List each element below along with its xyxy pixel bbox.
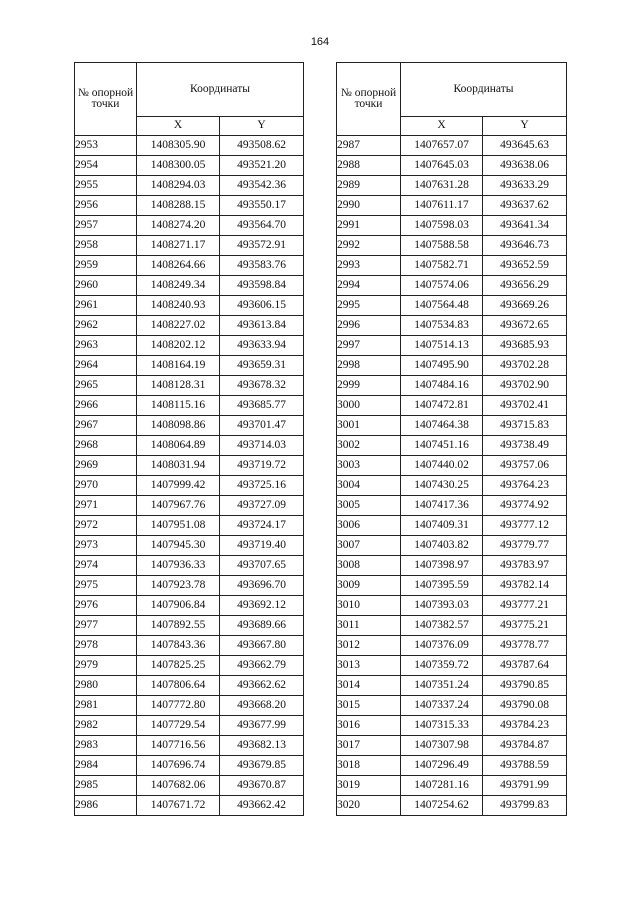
x-coordinate-cell: 1407417.36	[401, 496, 483, 516]
x-coordinate-cell: 1407359.72	[401, 656, 483, 676]
x-coordinate-cell: 1407951.08	[137, 516, 220, 536]
point-number-cell: 2969	[75, 456, 137, 476]
table-row	[75, 436, 304, 456]
x-coordinate-cell: 1407825.25	[137, 656, 220, 676]
point-number-cell: 2985	[75, 776, 137, 796]
y-coordinate-cell: 493692.12	[220, 596, 304, 616]
table-row	[337, 776, 567, 796]
point-number-cell: 2972	[75, 516, 137, 536]
table-row	[337, 216, 567, 236]
point-number-cell: 2961	[75, 296, 137, 316]
table-row	[337, 596, 567, 616]
table-row	[337, 636, 567, 656]
point-number-cell: 2964	[75, 356, 137, 376]
y-coordinate-cell: 493662.79	[220, 656, 304, 676]
point-number-cell: 2982	[75, 716, 137, 736]
x-coordinate-cell: 1407296.49	[401, 756, 483, 776]
point-number-cell: 2968	[75, 436, 137, 456]
table-row	[337, 716, 567, 736]
y-coordinate-cell: 493508.62	[220, 136, 304, 156]
y-coordinate-cell: 493787.64	[483, 656, 567, 676]
x-coordinate-cell: 1407682.06	[137, 776, 220, 796]
table-row	[337, 616, 567, 636]
y-coordinate-cell: 493719.72	[220, 456, 304, 476]
y-coordinate-cell: 493784.87	[483, 736, 567, 756]
table-row	[75, 416, 304, 436]
point-number-cell: 2991	[337, 216, 401, 236]
table-row	[75, 216, 304, 236]
x-coordinate-cell: 1408300.05	[137, 156, 220, 176]
table-row	[75, 256, 304, 276]
y-coordinate-cell: 493659.31	[220, 356, 304, 376]
x-coordinate-cell: 1407403.82	[401, 536, 483, 556]
point-number-cell: 2955	[75, 176, 137, 196]
x-coordinate-cell: 1407351.24	[401, 676, 483, 696]
point-number-cell: 2960	[75, 276, 137, 296]
header-coordinates: Координаты	[401, 63, 567, 117]
page-number: 164	[310, 36, 330, 48]
table-row	[75, 176, 304, 196]
x-coordinate-cell: 1407999.42	[137, 476, 220, 496]
point-number-cell: 3006	[337, 516, 401, 536]
header-x: X	[137, 117, 220, 136]
point-number-cell: 3015	[337, 696, 401, 716]
y-coordinate-cell: 493641.34	[483, 216, 567, 236]
point-number-cell: 2999	[337, 376, 401, 396]
y-coordinate-cell: 493550.17	[220, 196, 304, 216]
point-number-cell: 2974	[75, 556, 137, 576]
table-row	[75, 736, 304, 756]
point-number-cell: 2956	[75, 196, 137, 216]
point-number-cell: 2967	[75, 416, 137, 436]
table-row	[337, 396, 567, 416]
table-row	[75, 496, 304, 516]
y-coordinate-cell: 493702.28	[483, 356, 567, 376]
point-number-cell: 3001	[337, 416, 401, 436]
x-coordinate-cell: 1408227.02	[137, 316, 220, 336]
point-number-cell: 2978	[75, 636, 137, 656]
table-row	[75, 596, 304, 616]
point-number-cell: 2976	[75, 596, 137, 616]
x-coordinate-cell: 1408098.86	[137, 416, 220, 436]
table-row	[337, 556, 567, 576]
table-row	[337, 196, 567, 216]
y-coordinate-cell: 493689.66	[220, 616, 304, 636]
y-coordinate-cell: 493656.29	[483, 276, 567, 296]
point-number-cell: 2954	[75, 156, 137, 176]
table-row	[75, 676, 304, 696]
x-coordinate-cell: 1407393.03	[401, 596, 483, 616]
point-number-cell: 2980	[75, 676, 137, 696]
table-row	[337, 416, 567, 436]
point-number-cell: 3018	[337, 756, 401, 776]
point-number-cell: 2983	[75, 736, 137, 756]
table-row	[75, 376, 304, 396]
x-coordinate-cell: 1407582.71	[401, 256, 483, 276]
table-row	[75, 796, 304, 816]
table-row	[75, 476, 304, 496]
point-number-cell: 2977	[75, 616, 137, 636]
x-coordinate-cell: 1407307.98	[401, 736, 483, 756]
x-coordinate-cell: 1407843.36	[137, 636, 220, 656]
point-number-cell: 2959	[75, 256, 137, 276]
y-coordinate-cell: 493645.63	[483, 136, 567, 156]
table-row	[337, 696, 567, 716]
header-point-number: № опорной точки	[337, 63, 401, 136]
x-coordinate-cell: 1407936.33	[137, 556, 220, 576]
point-number-cell: 3016	[337, 716, 401, 736]
x-coordinate-cell: 1407382.57	[401, 616, 483, 636]
y-coordinate-cell: 493564.70	[220, 216, 304, 236]
x-coordinate-cell: 1407906.84	[137, 596, 220, 616]
y-coordinate-cell: 493613.84	[220, 316, 304, 336]
x-coordinate-cell: 1407598.03	[401, 216, 483, 236]
y-coordinate-cell: 493662.42	[220, 796, 304, 816]
x-coordinate-cell: 1407716.56	[137, 736, 220, 756]
x-coordinate-cell: 1407451.16	[401, 436, 483, 456]
point-number-cell: 3012	[337, 636, 401, 656]
y-coordinate-cell: 493799.83	[483, 796, 567, 816]
x-coordinate-cell: 1408164.19	[137, 356, 220, 376]
point-number-cell: 2966	[75, 396, 137, 416]
x-coordinate-cell: 1407657.07	[401, 136, 483, 156]
x-coordinate-cell: 1408240.93	[137, 296, 220, 316]
table-row	[337, 276, 567, 296]
table-row	[337, 356, 567, 376]
table-row	[75, 536, 304, 556]
point-number-cell: 2996	[337, 316, 401, 336]
table-row	[75, 716, 304, 736]
header-coordinates: Координаты	[137, 63, 304, 117]
table-row	[75, 356, 304, 376]
table-row	[75, 696, 304, 716]
x-coordinate-cell: 1408271.17	[137, 236, 220, 256]
table-row	[75, 156, 304, 176]
x-coordinate-cell: 1407430.25	[401, 476, 483, 496]
point-number-cell: 2990	[337, 196, 401, 216]
x-coordinate-cell: 1407671.72	[137, 796, 220, 816]
x-coordinate-cell: 1407495.90	[401, 356, 483, 376]
table-row	[337, 156, 567, 176]
point-number-cell: 2989	[337, 176, 401, 196]
coordinates-table-left	[74, 62, 304, 816]
y-coordinate-cell: 493775.21	[483, 616, 567, 636]
y-coordinate-cell: 493572.91	[220, 236, 304, 256]
y-coordinate-cell: 493714.03	[220, 436, 304, 456]
x-coordinate-cell: 1407398.97	[401, 556, 483, 576]
y-coordinate-cell: 493678.32	[220, 376, 304, 396]
point-number-cell: 2995	[337, 296, 401, 316]
y-coordinate-cell: 493652.59	[483, 256, 567, 276]
y-coordinate-cell: 493606.15	[220, 296, 304, 316]
point-number-cell: 3005	[337, 496, 401, 516]
table-row	[337, 236, 567, 256]
table-row	[337, 136, 567, 156]
table-row	[337, 536, 567, 556]
y-coordinate-cell: 493727.09	[220, 496, 304, 516]
y-coordinate-cell: 493790.08	[483, 696, 567, 716]
table-row	[337, 436, 567, 456]
x-coordinate-cell: 1408264.66	[137, 256, 220, 276]
x-coordinate-cell: 1407514.13	[401, 336, 483, 356]
point-number-cell: 3002	[337, 436, 401, 456]
y-coordinate-cell: 493777.21	[483, 596, 567, 616]
x-coordinate-cell: 1408294.03	[137, 176, 220, 196]
point-number-cell: 2988	[337, 156, 401, 176]
point-number-cell: 3013	[337, 656, 401, 676]
x-coordinate-cell: 1408288.15	[137, 196, 220, 216]
x-coordinate-cell: 1407337.24	[401, 696, 483, 716]
point-number-cell: 2971	[75, 496, 137, 516]
x-coordinate-cell: 1408115.16	[137, 396, 220, 416]
point-number-cell: 2986	[75, 796, 137, 816]
table-row	[75, 656, 304, 676]
y-coordinate-cell: 493782.14	[483, 576, 567, 596]
x-coordinate-cell: 1407315.33	[401, 716, 483, 736]
table-row	[75, 576, 304, 596]
x-coordinate-cell: 1407534.83	[401, 316, 483, 336]
table-row	[337, 516, 567, 536]
point-number-cell: 2963	[75, 336, 137, 356]
x-coordinate-cell: 1408031.94	[137, 456, 220, 476]
y-coordinate-cell: 493672.65	[483, 316, 567, 336]
header-point-number: № опорной точки	[75, 63, 137, 136]
x-coordinate-cell: 1408274.20	[137, 216, 220, 236]
x-coordinate-cell: 1407967.76	[137, 496, 220, 516]
y-coordinate-cell: 493521.20	[220, 156, 304, 176]
y-coordinate-cell: 493783.97	[483, 556, 567, 576]
point-number-cell: 2997	[337, 336, 401, 356]
y-coordinate-cell: 493757.06	[483, 456, 567, 476]
y-coordinate-cell: 493667.80	[220, 636, 304, 656]
table-row	[337, 656, 567, 676]
table-row	[75, 316, 304, 336]
y-coordinate-cell: 493778.77	[483, 636, 567, 656]
header-y: Y	[220, 117, 304, 136]
table-row	[337, 736, 567, 756]
y-coordinate-cell: 493638.06	[483, 156, 567, 176]
x-coordinate-cell: 1407696.74	[137, 756, 220, 776]
point-number-cell: 3017	[337, 736, 401, 756]
point-number-cell: 2987	[337, 136, 401, 156]
y-coordinate-cell: 493764.23	[483, 476, 567, 496]
y-coordinate-cell: 493790.85	[483, 676, 567, 696]
y-coordinate-cell: 493685.93	[483, 336, 567, 356]
y-coordinate-cell: 493779.77	[483, 536, 567, 556]
point-number-cell: 3019	[337, 776, 401, 796]
x-coordinate-cell: 1408064.89	[137, 436, 220, 456]
y-coordinate-cell: 493646.73	[483, 236, 567, 256]
table-row	[75, 616, 304, 636]
x-coordinate-cell: 1408128.31	[137, 376, 220, 396]
table-row	[75, 556, 304, 576]
table-row	[337, 296, 567, 316]
table-row	[337, 176, 567, 196]
y-coordinate-cell: 493669.26	[483, 296, 567, 316]
x-coordinate-cell: 1407440.02	[401, 456, 483, 476]
point-number-cell: 3004	[337, 476, 401, 496]
table-row	[337, 456, 567, 476]
y-coordinate-cell: 493542.36	[220, 176, 304, 196]
y-coordinate-cell: 493715.83	[483, 416, 567, 436]
y-coordinate-cell: 493598.84	[220, 276, 304, 296]
x-coordinate-cell: 1407464.38	[401, 416, 483, 436]
table-row	[337, 376, 567, 396]
y-coordinate-cell: 493784.23	[483, 716, 567, 736]
table-row	[75, 236, 304, 256]
x-coordinate-cell: 1407631.28	[401, 176, 483, 196]
y-coordinate-cell: 493724.17	[220, 516, 304, 536]
point-number-cell: 2975	[75, 576, 137, 596]
x-coordinate-cell: 1407588.58	[401, 236, 483, 256]
point-number-cell: 3009	[337, 576, 401, 596]
y-coordinate-cell: 493685.77	[220, 396, 304, 416]
table-row	[75, 636, 304, 656]
point-number-cell: 3008	[337, 556, 401, 576]
y-coordinate-cell: 493702.90	[483, 376, 567, 396]
y-coordinate-cell: 493738.49	[483, 436, 567, 456]
point-number-cell: 2973	[75, 536, 137, 556]
point-number-cell: 2962	[75, 316, 137, 336]
table-row	[337, 756, 567, 776]
y-coordinate-cell: 493702.41	[483, 396, 567, 416]
table-row	[75, 336, 304, 356]
y-coordinate-cell: 493707.65	[220, 556, 304, 576]
y-coordinate-cell: 493791.99	[483, 776, 567, 796]
table-row	[337, 476, 567, 496]
point-number-cell: 2957	[75, 216, 137, 236]
point-number-cell: 2994	[337, 276, 401, 296]
point-number-cell: 3007	[337, 536, 401, 556]
x-coordinate-cell: 1407564.48	[401, 296, 483, 316]
x-coordinate-cell: 1407409.31	[401, 516, 483, 536]
table-row	[337, 796, 567, 816]
table-row	[337, 256, 567, 276]
table-row	[75, 136, 304, 156]
coordinates-table-right	[336, 62, 567, 816]
x-coordinate-cell: 1407923.78	[137, 576, 220, 596]
y-coordinate-cell: 493719.40	[220, 536, 304, 556]
point-number-cell: 3000	[337, 396, 401, 416]
point-number-cell: 2958	[75, 236, 137, 256]
y-coordinate-cell: 493679.85	[220, 756, 304, 776]
table-row	[337, 676, 567, 696]
point-number-cell: 3003	[337, 456, 401, 476]
table-row	[337, 336, 567, 356]
y-coordinate-cell: 493633.29	[483, 176, 567, 196]
table-row	[75, 196, 304, 216]
x-coordinate-cell: 1407574.06	[401, 276, 483, 296]
point-number-cell: 2993	[337, 256, 401, 276]
y-coordinate-cell: 493670.87	[220, 776, 304, 796]
y-coordinate-cell: 493788.59	[483, 756, 567, 776]
x-coordinate-cell: 1408202.12	[137, 336, 220, 356]
y-coordinate-cell: 493774.92	[483, 496, 567, 516]
x-coordinate-cell: 1407611.17	[401, 196, 483, 216]
y-coordinate-cell: 493696.70	[220, 576, 304, 596]
y-coordinate-cell: 493668.20	[220, 696, 304, 716]
x-coordinate-cell: 1407645.03	[401, 156, 483, 176]
x-coordinate-cell: 1407945.30	[137, 536, 220, 556]
y-coordinate-cell: 493682.13	[220, 736, 304, 756]
y-coordinate-cell: 493637.62	[483, 196, 567, 216]
point-number-cell: 3011	[337, 616, 401, 636]
table-row	[337, 496, 567, 516]
x-coordinate-cell: 1407484.16	[401, 376, 483, 396]
x-coordinate-cell: 1408305.90	[137, 136, 220, 156]
y-coordinate-cell: 493583.76	[220, 256, 304, 276]
point-number-cell: 2970	[75, 476, 137, 496]
point-number-cell: 2984	[75, 756, 137, 776]
x-coordinate-cell: 1407254.62	[401, 796, 483, 816]
point-number-cell: 2979	[75, 656, 137, 676]
x-coordinate-cell: 1408249.34	[137, 276, 220, 296]
table-row	[337, 576, 567, 596]
table-row	[75, 456, 304, 476]
y-coordinate-cell: 493677.99	[220, 716, 304, 736]
y-coordinate-cell: 493777.12	[483, 516, 567, 536]
header-y: Y	[483, 117, 567, 136]
point-number-cell: 2998	[337, 356, 401, 376]
x-coordinate-cell: 1407892.55	[137, 616, 220, 636]
point-number-cell: 2992	[337, 236, 401, 256]
x-coordinate-cell: 1407472.81	[401, 396, 483, 416]
y-coordinate-cell: 493701.47	[220, 416, 304, 436]
y-coordinate-cell: 493633.94	[220, 336, 304, 356]
table-row	[75, 396, 304, 416]
y-coordinate-cell: 493662.62	[220, 676, 304, 696]
point-number-cell: 2981	[75, 696, 137, 716]
x-coordinate-cell: 1407729.54	[137, 716, 220, 736]
y-coordinate-cell: 493725.16	[220, 476, 304, 496]
table-row	[75, 516, 304, 536]
x-coordinate-cell: 1407395.59	[401, 576, 483, 596]
table-row	[337, 316, 567, 336]
point-number-cell: 2953	[75, 136, 137, 156]
point-number-cell: 2965	[75, 376, 137, 396]
point-number-cell: 3010	[337, 596, 401, 616]
x-coordinate-cell: 1407281.16	[401, 776, 483, 796]
table-row	[75, 756, 304, 776]
point-number-cell: 3014	[337, 676, 401, 696]
header-x: X	[401, 117, 483, 136]
table-row	[75, 296, 304, 316]
point-number-cell: 3020	[337, 796, 401, 816]
x-coordinate-cell: 1407806.64	[137, 676, 220, 696]
table-row	[75, 276, 304, 296]
x-coordinate-cell: 1407772.80	[137, 696, 220, 716]
x-coordinate-cell: 1407376.09	[401, 636, 483, 656]
table-row	[75, 776, 304, 796]
